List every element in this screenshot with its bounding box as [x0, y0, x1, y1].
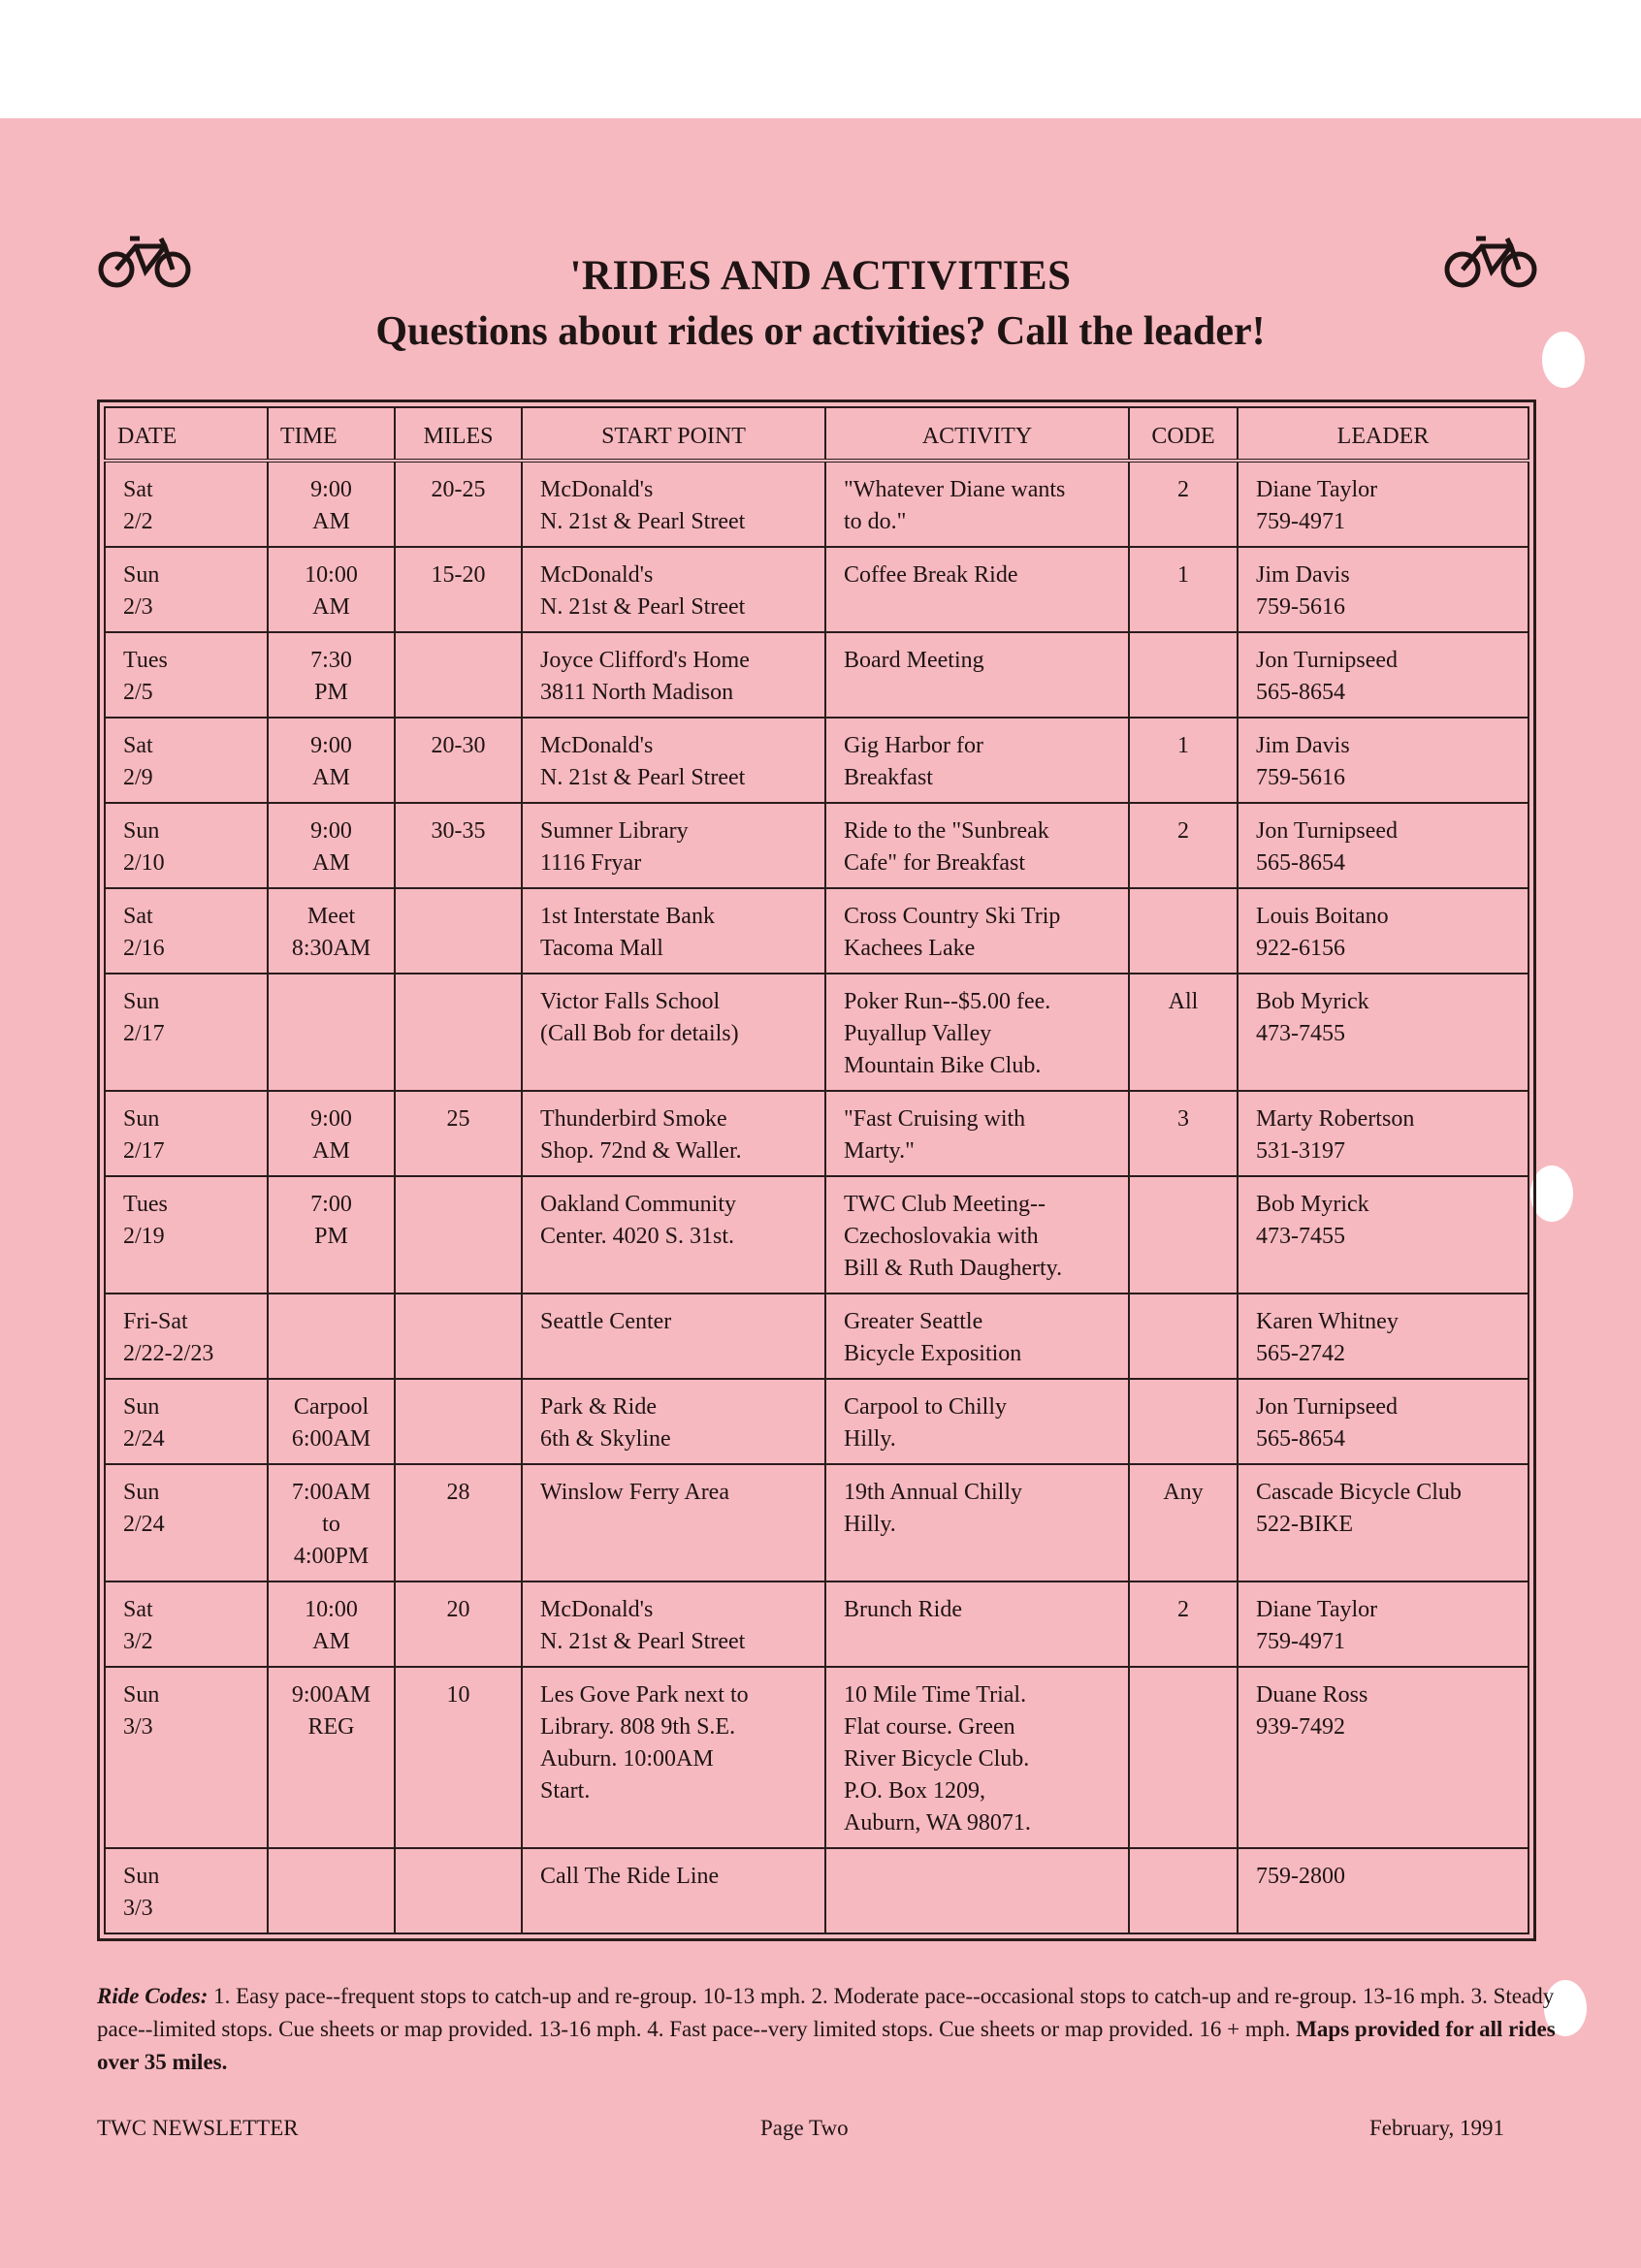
cell-start-point: McDonald's N. 21st & Pearl Street: [522, 718, 825, 803]
cell-time: 10:00 AM: [268, 547, 395, 632]
footer-date: February, 1991: [1369, 2116, 1505, 2140]
cell-date: Sun 2/10: [105, 803, 268, 888]
column-header-leader: LEADER: [1238, 407, 1528, 461]
cell-miles: 30-35: [395, 803, 522, 888]
cell-activity: 10 Mile Time Trial. Flat course. Green River Bicycle Club. P.O. Box 1209, Auburn, WA 98071.: [825, 1667, 1129, 1848]
cell-activity: Poker Run--$5.00 fee. Puyallup Valley Mountain Bike Club.: [825, 974, 1129, 1091]
cell-time: 9:00AM REG: [268, 1667, 395, 1848]
cell-time: 7:30 PM: [268, 632, 395, 718]
cell-date: Sun 2/24: [105, 1379, 268, 1464]
cell-activity: Gig Harbor for Breakfast: [825, 718, 1129, 803]
cell-time: 10:00 AM: [268, 1581, 395, 1667]
ride-codes-label: Ride Codes:: [97, 1984, 209, 2008]
cell-miles: [395, 974, 522, 1091]
cell-code: 2: [1129, 803, 1238, 888]
page-subtitle: Questions about rides or activities? Call the leader!: [375, 309, 1266, 354]
cell-start-point: Oakland Community Center. 4020 S. 31st.: [522, 1176, 825, 1294]
table-row: [105, 1581, 1528, 1667]
cell-leader: Bob Myrick 473-7455: [1238, 974, 1528, 1091]
cell-leader: Jon Turnipseed 565-8654: [1238, 803, 1528, 888]
ride-codes-legend: [97, 1980, 1571, 2079]
cell-date: Sat 2/9: [105, 718, 268, 803]
cell-date: Fri-Sat 2/22-2/23: [105, 1294, 268, 1379]
cell-miles: 20-30: [395, 718, 522, 803]
footer-page-number: Page Two: [760, 2116, 849, 2140]
cell-time: Carpool 6:00AM: [268, 1379, 395, 1464]
column-header-code: CODE: [1129, 407, 1238, 461]
cell-code: [1129, 888, 1238, 974]
cell-activity: [825, 1848, 1129, 1933]
cell-leader: Karen Whitney 565-2742: [1238, 1294, 1528, 1379]
column-header-activity: ACTIVITY: [825, 407, 1129, 461]
cell-leader: Marty Robertson 531-3197: [1238, 1091, 1528, 1176]
cell-start-point: Thunderbird Smoke Shop. 72nd & Waller.: [522, 1091, 825, 1176]
cell-leader: Diane Taylor 759-4971: [1238, 1581, 1528, 1667]
cell-leader: Jon Turnipseed 565-8654: [1238, 1379, 1528, 1464]
table-row: [105, 888, 1528, 974]
cell-activity: Greater Seattle Bicycle Exposition: [825, 1294, 1129, 1379]
footer-newsletter: TWC NEWSLETTER: [97, 2116, 299, 2140]
cell-date: Sat 3/2: [105, 1581, 268, 1667]
cell-date: Sun 3/3: [105, 1848, 268, 1933]
cell-date: Tues 2/19: [105, 1176, 268, 1294]
cell-date: Sun 3/3: [105, 1667, 268, 1848]
cell-date: Tues 2/5: [105, 632, 268, 718]
cell-activity: 19th Annual Chilly Hilly.: [825, 1464, 1129, 1581]
cell-start-point: Winslow Ferry Area: [522, 1464, 825, 1581]
ride-codes-note: Maps provided for all rides over 35 miles.: [97, 2017, 1556, 2074]
cell-time: 9:00 AM: [268, 461, 395, 547]
cell-start-point: Les Gove Park next to Library. 808 9th S.E. Auburn. 10:00AM Start.: [522, 1667, 825, 1848]
table-row: [105, 718, 1528, 803]
column-header-miles: MILES: [395, 407, 522, 461]
cell-start-point: 1st Interstate Bank Tacoma Mall: [522, 888, 825, 974]
cell-miles: 20: [395, 1581, 522, 1667]
punch-hole: [1530, 1166, 1573, 1222]
cell-code: [1129, 1848, 1238, 1933]
table-row: [105, 803, 1528, 888]
cell-start-point: Victor Falls School (Call Bob for details): [522, 974, 825, 1091]
cell-miles: 15-20: [395, 547, 522, 632]
table-row: [105, 547, 1528, 632]
cell-time: 7:00 PM: [268, 1176, 395, 1294]
cell-time: [268, 1294, 395, 1379]
cell-activity: TWC Club Meeting-- Czechoslovakia with Bill & Ruth Daugherty.: [825, 1176, 1129, 1294]
column-header-start-point: START POINT: [522, 407, 825, 461]
cell-code: 2: [1129, 1581, 1238, 1667]
table-row: [105, 1848, 1528, 1933]
cell-start-point: McDonald's N. 21st & Pearl Street: [522, 1581, 825, 1667]
table-row: [105, 1294, 1528, 1379]
cell-date: Sun 2/17: [105, 1091, 268, 1176]
cell-time: [268, 974, 395, 1091]
cell-time: 9:00 AM: [268, 1091, 395, 1176]
cell-activity: "Whatever Diane wants to do.": [825, 461, 1129, 547]
cell-date: Sat 2/2: [105, 461, 268, 547]
cell-code: Any: [1129, 1464, 1238, 1581]
rides-table: [97, 399, 1536, 1941]
cell-miles: [395, 632, 522, 718]
cell-time: 9:00 AM: [268, 803, 395, 888]
cell-code: [1129, 1379, 1238, 1464]
cell-miles: 10: [395, 1667, 522, 1848]
cell-code: [1129, 632, 1238, 718]
table-row: [105, 974, 1528, 1091]
cell-start-point: Call The Ride Line: [522, 1848, 825, 1933]
cell-miles: 28: [395, 1464, 522, 1581]
cell-start-point: Seattle Center: [522, 1294, 825, 1379]
cell-miles: [395, 1176, 522, 1294]
cell-leader: Duane Ross 939-7492: [1238, 1667, 1528, 1848]
column-header-date: DATE: [105, 407, 268, 461]
cell-activity: Coffee Break Ride: [825, 547, 1129, 632]
cell-start-point: McDonald's N. 21st & Pearl Street: [522, 461, 825, 547]
cell-leader: Louis Boitano 922-6156: [1238, 888, 1528, 974]
cell-time: Meet 8:30AM: [268, 888, 395, 974]
cell-miles: [395, 1848, 522, 1933]
cell-leader: Jon Turnipseed 565-8654: [1238, 632, 1528, 718]
cell-date: Sat 2/16: [105, 888, 268, 974]
cell-start-point: Sumner Library 1116 Fryar: [522, 803, 825, 888]
cell-date: Sun 2/17: [105, 974, 268, 1091]
cell-miles: 20-25: [395, 461, 522, 547]
table-row: [105, 461, 1528, 547]
cell-code: 1: [1129, 718, 1238, 803]
cell-activity: Ride to the "Sunbreak Cafe" for Breakfast: [825, 803, 1129, 888]
cell-activity: Carpool to Chilly Hilly.: [825, 1379, 1129, 1464]
table-row: [105, 1464, 1528, 1581]
cell-leader: Jim Davis 759-5616: [1238, 718, 1528, 803]
cell-miles: [395, 1294, 522, 1379]
cell-leader: Jim Davis 759-5616: [1238, 547, 1528, 632]
cell-date: Sun 2/24: [105, 1464, 268, 1581]
newsletter-page: [0, 118, 1641, 2268]
cell-start-point: Joyce Clifford's Home 3811 North Madison: [522, 632, 825, 718]
cell-miles: 25: [395, 1091, 522, 1176]
cell-activity: Brunch Ride: [825, 1581, 1129, 1667]
cell-start-point: Park & Ride 6th & Skyline: [522, 1379, 825, 1464]
cell-miles: [395, 888, 522, 974]
cell-code: 1: [1129, 547, 1238, 632]
table-row: [105, 1667, 1528, 1848]
cell-time: 9:00 AM: [268, 718, 395, 803]
cell-code: 3: [1129, 1091, 1238, 1176]
page-title: 'RIDES AND ACTIVITIES: [569, 253, 1072, 299]
table-row: [105, 1091, 1528, 1176]
cell-date: Sun 2/3: [105, 547, 268, 632]
table-row: [105, 1379, 1528, 1464]
cell-leader: Cascade Bicycle Club 522-BIKE: [1238, 1464, 1528, 1581]
cell-time: [268, 1848, 395, 1933]
cell-code: [1129, 1294, 1238, 1379]
cell-leader: 759-2800: [1238, 1848, 1528, 1933]
cell-code: All: [1129, 974, 1238, 1091]
cell-code: [1129, 1667, 1238, 1848]
cell-activity: Board Meeting: [825, 632, 1129, 718]
table-row: [105, 632, 1528, 718]
cell-code: [1129, 1176, 1238, 1294]
cell-activity: "Fast Cruising with Marty.": [825, 1091, 1129, 1176]
column-header-time: TIME: [268, 407, 395, 461]
cell-miles: [395, 1379, 522, 1464]
cell-activity: Cross Country Ski Trip Kachees Lake: [825, 888, 1129, 974]
cell-leader: Diane Taylor 759-4971: [1238, 461, 1528, 547]
table-header: [105, 407, 1528, 461]
cell-time: 7:00AM to 4:00PM: [268, 1464, 395, 1581]
table-row: [105, 1176, 1528, 1294]
ride-codes-text: 1. Easy pace--frequent stops to catch-up and re-group. 10-13 mph. 2. Moderate pace--occasional stops to catch-up and re-group. 13-16 mph. 3. Steady pace--limited stops. Cue sheets or map provided. 13-16 mph. 4. Fast pace--very limited stops. Cue sheets or map provided. 16 + mph.: [97, 1984, 1555, 2041]
cell-start-point: McDonald's N. 21st & Pearl Street: [522, 547, 825, 632]
cell-leader: Bob Myrick 473-7455: [1238, 1176, 1528, 1294]
cell-code: 2: [1129, 461, 1238, 547]
